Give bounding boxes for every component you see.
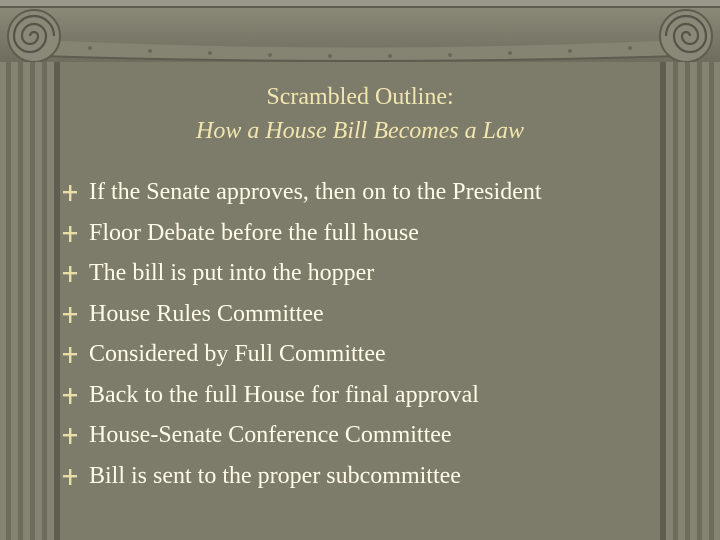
cross-bullet-icon xyxy=(62,307,78,323)
bullet-text: If the Senate approves, then on to the President xyxy=(89,179,542,205)
bullet-text: Floor Debate before the full house xyxy=(89,219,419,246)
cross-bullet-icon xyxy=(62,347,78,363)
slide-title: Scrambled Outline: xyxy=(266,84,454,110)
bullet-text: Back to the full House for final approval xyxy=(89,381,479,408)
bullet-item xyxy=(62,172,542,213)
right-volute-icon xyxy=(660,10,712,62)
left-volute-icon xyxy=(8,10,60,62)
bullet-text: Considered by Full Committee xyxy=(89,341,386,367)
bullet-list xyxy=(62,172,542,496)
cross-bullet-icon xyxy=(62,185,78,201)
right-pillar-decoration xyxy=(660,62,720,540)
bullet-item xyxy=(62,253,542,294)
cross-bullet-icon xyxy=(62,428,78,444)
cross-bullet-icon xyxy=(62,469,78,485)
cross-bullet-icon xyxy=(62,226,78,242)
bullet-text: House Rules Committee xyxy=(89,300,324,327)
column-capital-decoration xyxy=(0,0,720,70)
bullet-text: The bill is put into the hopper xyxy=(89,260,375,286)
bullet-item xyxy=(62,415,542,456)
cross-bullet-icon xyxy=(62,266,78,282)
bullet-text: House-Senate Conference Committee xyxy=(89,422,452,448)
bullet-text: Bill is sent to the proper subcommittee xyxy=(89,462,461,489)
bullet-item xyxy=(62,375,542,416)
left-pillar-decoration xyxy=(0,62,60,540)
slide-subtitle: How a House Bill Becomes a Law xyxy=(196,118,524,144)
bullet-item xyxy=(62,294,542,335)
bullet-item xyxy=(62,334,542,375)
cross-bullet-icon xyxy=(62,388,78,404)
bullet-item xyxy=(62,213,542,254)
bullet-item xyxy=(62,456,542,497)
